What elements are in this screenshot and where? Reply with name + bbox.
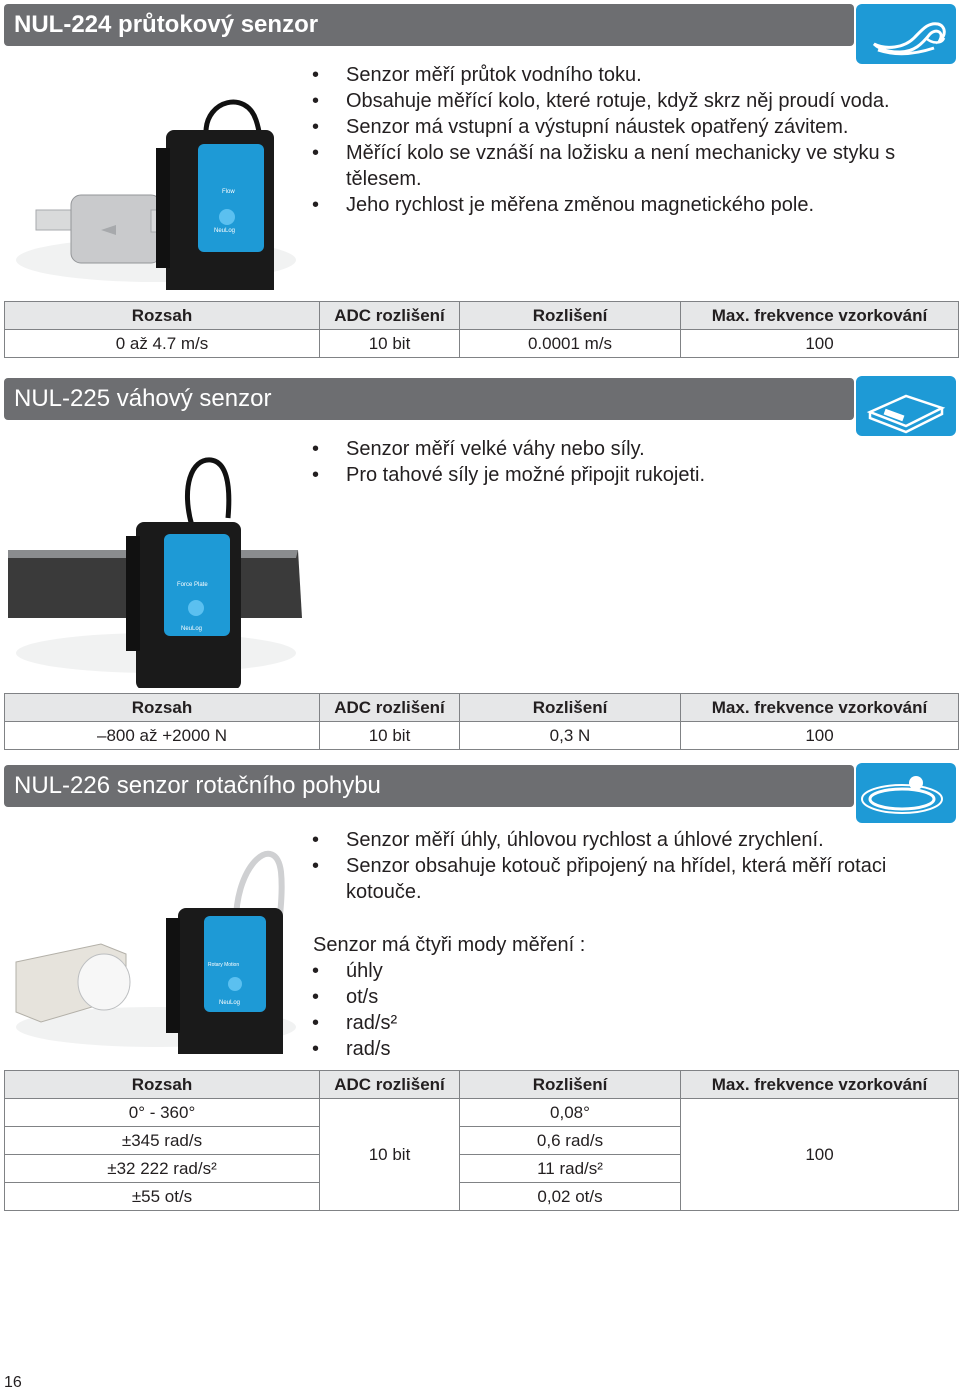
cell-range: 0° - 360°: [5, 1099, 320, 1127]
col-header-adc: ADC rozlišení: [320, 1071, 460, 1099]
table-row: [5, 722, 959, 750]
cell-resolution: 0,02 ot/s: [460, 1183, 681, 1211]
list-item: • rad/s²: [312, 1010, 948, 1036]
col-header-resolution: Rozlišení: [460, 694, 681, 722]
section-title-flow: NUL-224 průtokový senzor: [4, 4, 854, 46]
list-item: • Senzor měří velké váhy nebo síly.: [312, 436, 948, 462]
col-header-frequency: Max. frekvence vzorkování: [681, 1071, 959, 1099]
col-header-frequency: Max. frekvence vzorkování: [681, 302, 959, 330]
col-header-range: Rozsah: [5, 1071, 320, 1099]
list-item: • úhly: [312, 958, 948, 984]
flow-spec-table: [4, 301, 959, 358]
rotary-motion-photo: [6, 822, 306, 1054]
rotary-disc-icon: [856, 763, 956, 823]
cell-adc: 10 bit: [320, 330, 460, 358]
cell-range: ±32 222 rad/s²: [5, 1155, 320, 1183]
force-photo-brand: NeuLog: [181, 626, 203, 632]
list-item: • Senzor měří průtok vodního toku.: [312, 62, 948, 88]
cell-adc: 10 bit: [320, 1099, 460, 1211]
section-title-rotary: NUL-226 senzor rotačního pohybu: [4, 765, 854, 807]
col-header-range: Rozsah: [5, 694, 320, 722]
cell-adc: 10 bit: [320, 722, 460, 750]
cell-frequency: 100: [681, 722, 959, 750]
force-plate-photo: [6, 438, 306, 688]
list-item: • ot/s: [312, 984, 948, 1010]
cell-resolution: 0.0001 m/s: [460, 330, 681, 358]
cell-range: –800 až +2000 N: [5, 722, 320, 750]
rotary-bullets: [312, 827, 948, 905]
col-header-resolution: Rozlišení: [460, 302, 681, 330]
list-item: • Pro tahové síly je možné připojit rukojeti.: [312, 462, 948, 488]
weighing-scale-icon: [856, 376, 956, 436]
table-header-row: [5, 1071, 959, 1099]
table-row: [5, 330, 959, 358]
flow-sensor-photo: [6, 60, 306, 290]
list-item: • Senzor obsahuje kotouč připojený na hřídel, která měří rotaci kotouče.: [312, 853, 948, 905]
force-bullets: [312, 436, 948, 488]
table-header-row: [5, 694, 959, 722]
list-item: • Obsahuje měřící kolo, které rotuje, když skrz něj proudí voda.: [312, 88, 948, 114]
cell-frequency: 100: [681, 330, 959, 358]
page-number: 16: [4, 1374, 22, 1391]
cell-range: 0 až 4.7 m/s: [5, 330, 320, 358]
section-title-force: NUL-225 váhový senzor: [4, 378, 854, 420]
col-header-frequency: Max. frekvence vzorkování: [681, 694, 959, 722]
cell-resolution: 0,6 rad/s: [460, 1127, 681, 1155]
cell-frequency: 100: [681, 1099, 959, 1211]
col-header-resolution: Rozlišení: [460, 1071, 681, 1099]
rotary-photo-brand: NeuLog: [219, 1000, 241, 1006]
list-item: • Senzor měří úhly, úhlovou rychlost a úhlové zrychlení.: [312, 827, 948, 853]
cell-resolution: 0,08°: [460, 1099, 681, 1127]
force-photo-label: Force Plate: [177, 582, 208, 588]
rotary-photo-label: Rotary Motion: [208, 962, 240, 968]
list-item: • Senzor má vstupní a výstupní náustek opatřený závitem.: [312, 114, 948, 140]
col-header-range: Rozsah: [5, 302, 320, 330]
col-header-adc: ADC rozlišení: [320, 694, 460, 722]
force-spec-table: [4, 693, 959, 750]
flow-photo-brand: NeuLog: [214, 228, 236, 234]
rotary-spec-table: [4, 1070, 959, 1211]
list-item: • Měřící kolo se vznáší na ložisku a není mechanicky ve styku s tělesem.: [312, 140, 948, 192]
cell-resolution: 11 rad/s²: [460, 1155, 681, 1183]
list-item: • rad/s: [312, 1036, 948, 1062]
cell-resolution: 0,3 N: [460, 722, 681, 750]
flow-photo-label: Flow: [222, 189, 235, 195]
col-header-adc: ADC rozlišení: [320, 302, 460, 330]
table-row: [5, 1099, 959, 1127]
cell-range: ±345 rad/s: [5, 1127, 320, 1155]
cell-range: ±55 ot/s: [5, 1183, 320, 1211]
table-header-row: [5, 302, 959, 330]
flow-bullets: [312, 62, 948, 218]
modes-list: [312, 958, 948, 1062]
list-item: • Jeho rychlost je měřena změnou magnetického pole.: [312, 192, 948, 218]
modes-intro: Senzor má čtyři mody měření :: [313, 934, 586, 956]
water-wave-icon: [856, 4, 956, 64]
